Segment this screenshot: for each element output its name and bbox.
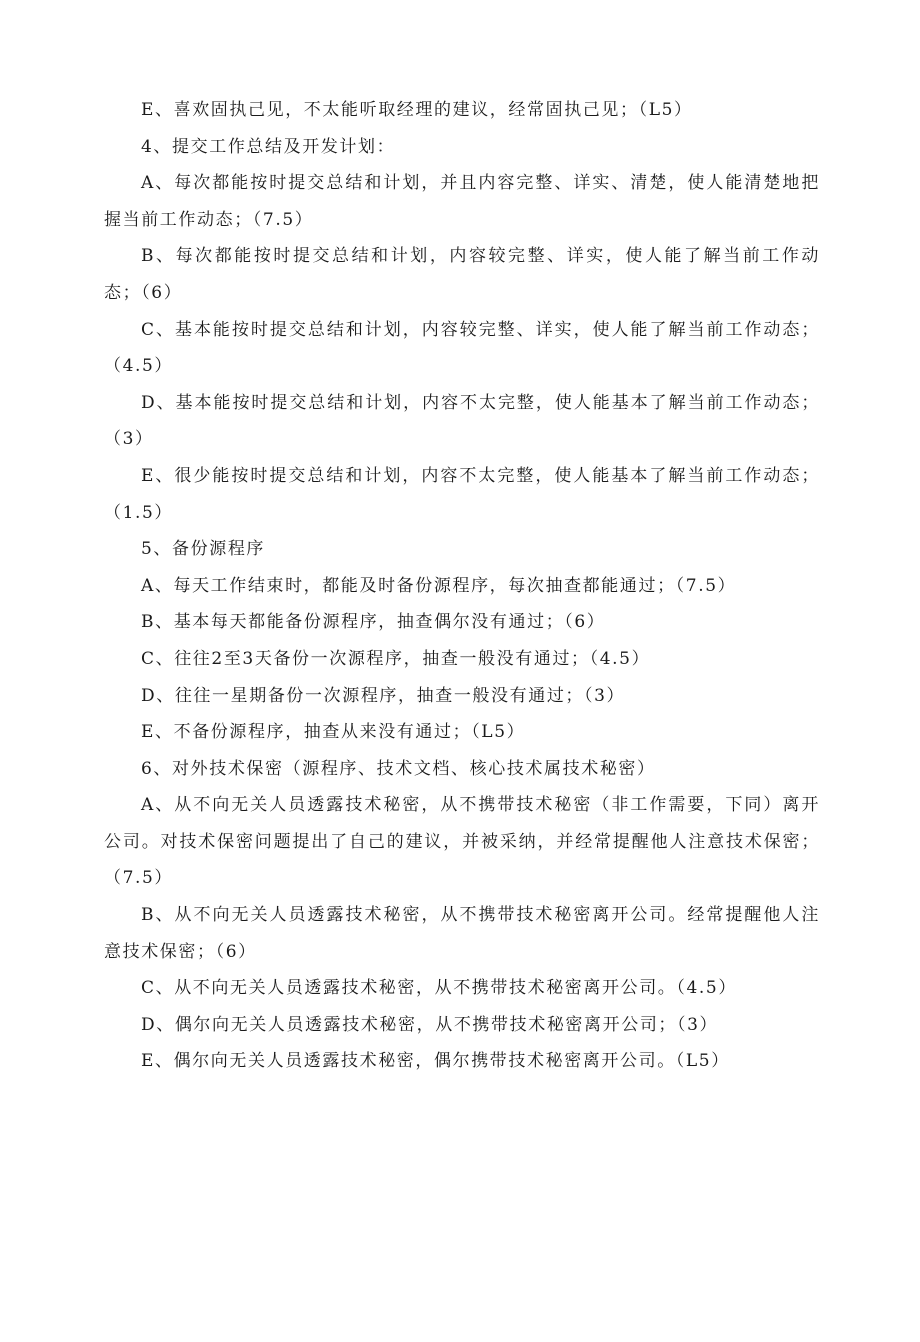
- section-heading-4: 4、提交工作总结及开发计划：: [141, 136, 396, 157]
- paragraph-5c: C、往往2至3天备份一次源程序，抽查一般没有通过；（4.5）: [141, 648, 651, 669]
- section-heading-6: 6、对外技术保密（源程序、技术文档、核心技术属技术秘密）: [141, 758, 656, 779]
- paragraph-4b: B、每次都能按时提交总结和计划，内容较完整、详实，使人能了解当前工作动态；（6）: [104, 246, 820, 303]
- paragraph-6e: E、偶尔向无关人员透露技术秘密，偶尔携带技术秘密离开公司。（L5）: [141, 1051, 730, 1072]
- paragraph-4c: C、基本能按时提交总结和计划，内容较完整、详实，使人能了解当前工作动态；（4.5）: [104, 319, 820, 377]
- paragraph-5d: D、往往一星期备份一次源程序，抽查一般没有通过；（3）: [141, 685, 626, 706]
- paragraph-6b: B、从不向无关人员透露技术秘密，从不携带技术秘密离开公司。经常提醒他人注意技术保密；（6）: [104, 905, 820, 962]
- paragraph-6d: D、偶尔向无关人员透露技术秘密，从不携带技术秘密离开公司；（3）: [141, 1014, 719, 1035]
- paragraph-5e: E、不备份源程序，抽查从来没有通过；（L5）: [141, 722, 526, 743]
- paragraph-6a: A、从不向无关人员透露技术秘密，从不携带技术秘密（非工作需要，下同）离开公司。对技术保密问题提出了自己的建议，并被采纳，并经常提醒他人注意技术保密；（7.5）: [104, 795, 820, 889]
- paragraph-4a: A、每次都能按时提交总结和计划，并且内容完整、详实、清楚，使人能清楚地把握当前工作动态；（7.5）: [104, 173, 820, 230]
- document-body: [104, 92, 820, 1080]
- paragraph-6c: C、从不向无关人员透露技术秘密，从不携带技术秘密离开公司。（4.5）: [141, 978, 737, 999]
- section-heading-5: 5、备份源程序: [141, 539, 266, 560]
- paragraph-5b: B、基本每天都能备份源程序，抽查偶尔没有通过；（6）: [141, 612, 606, 633]
- paragraph-5a: A、每天工作结束时，都能及时备份源程序，每次抽查都能通过；（7.5）: [141, 575, 737, 596]
- paragraph-4e: E、很少能按时提交总结和计划，内容不太完整，使人能基本了解当前工作动态；（1.5）: [104, 465, 820, 523]
- paragraph-e-stubborn: E、喜欢固执己见，不太能听取经理的建议，经常固执己见；（L5）: [141, 100, 693, 120]
- paragraph-4d: D、基本能按时提交总结和计划，内容不太完整，使人能基本了解当前工作动态；（3）: [104, 392, 820, 450]
